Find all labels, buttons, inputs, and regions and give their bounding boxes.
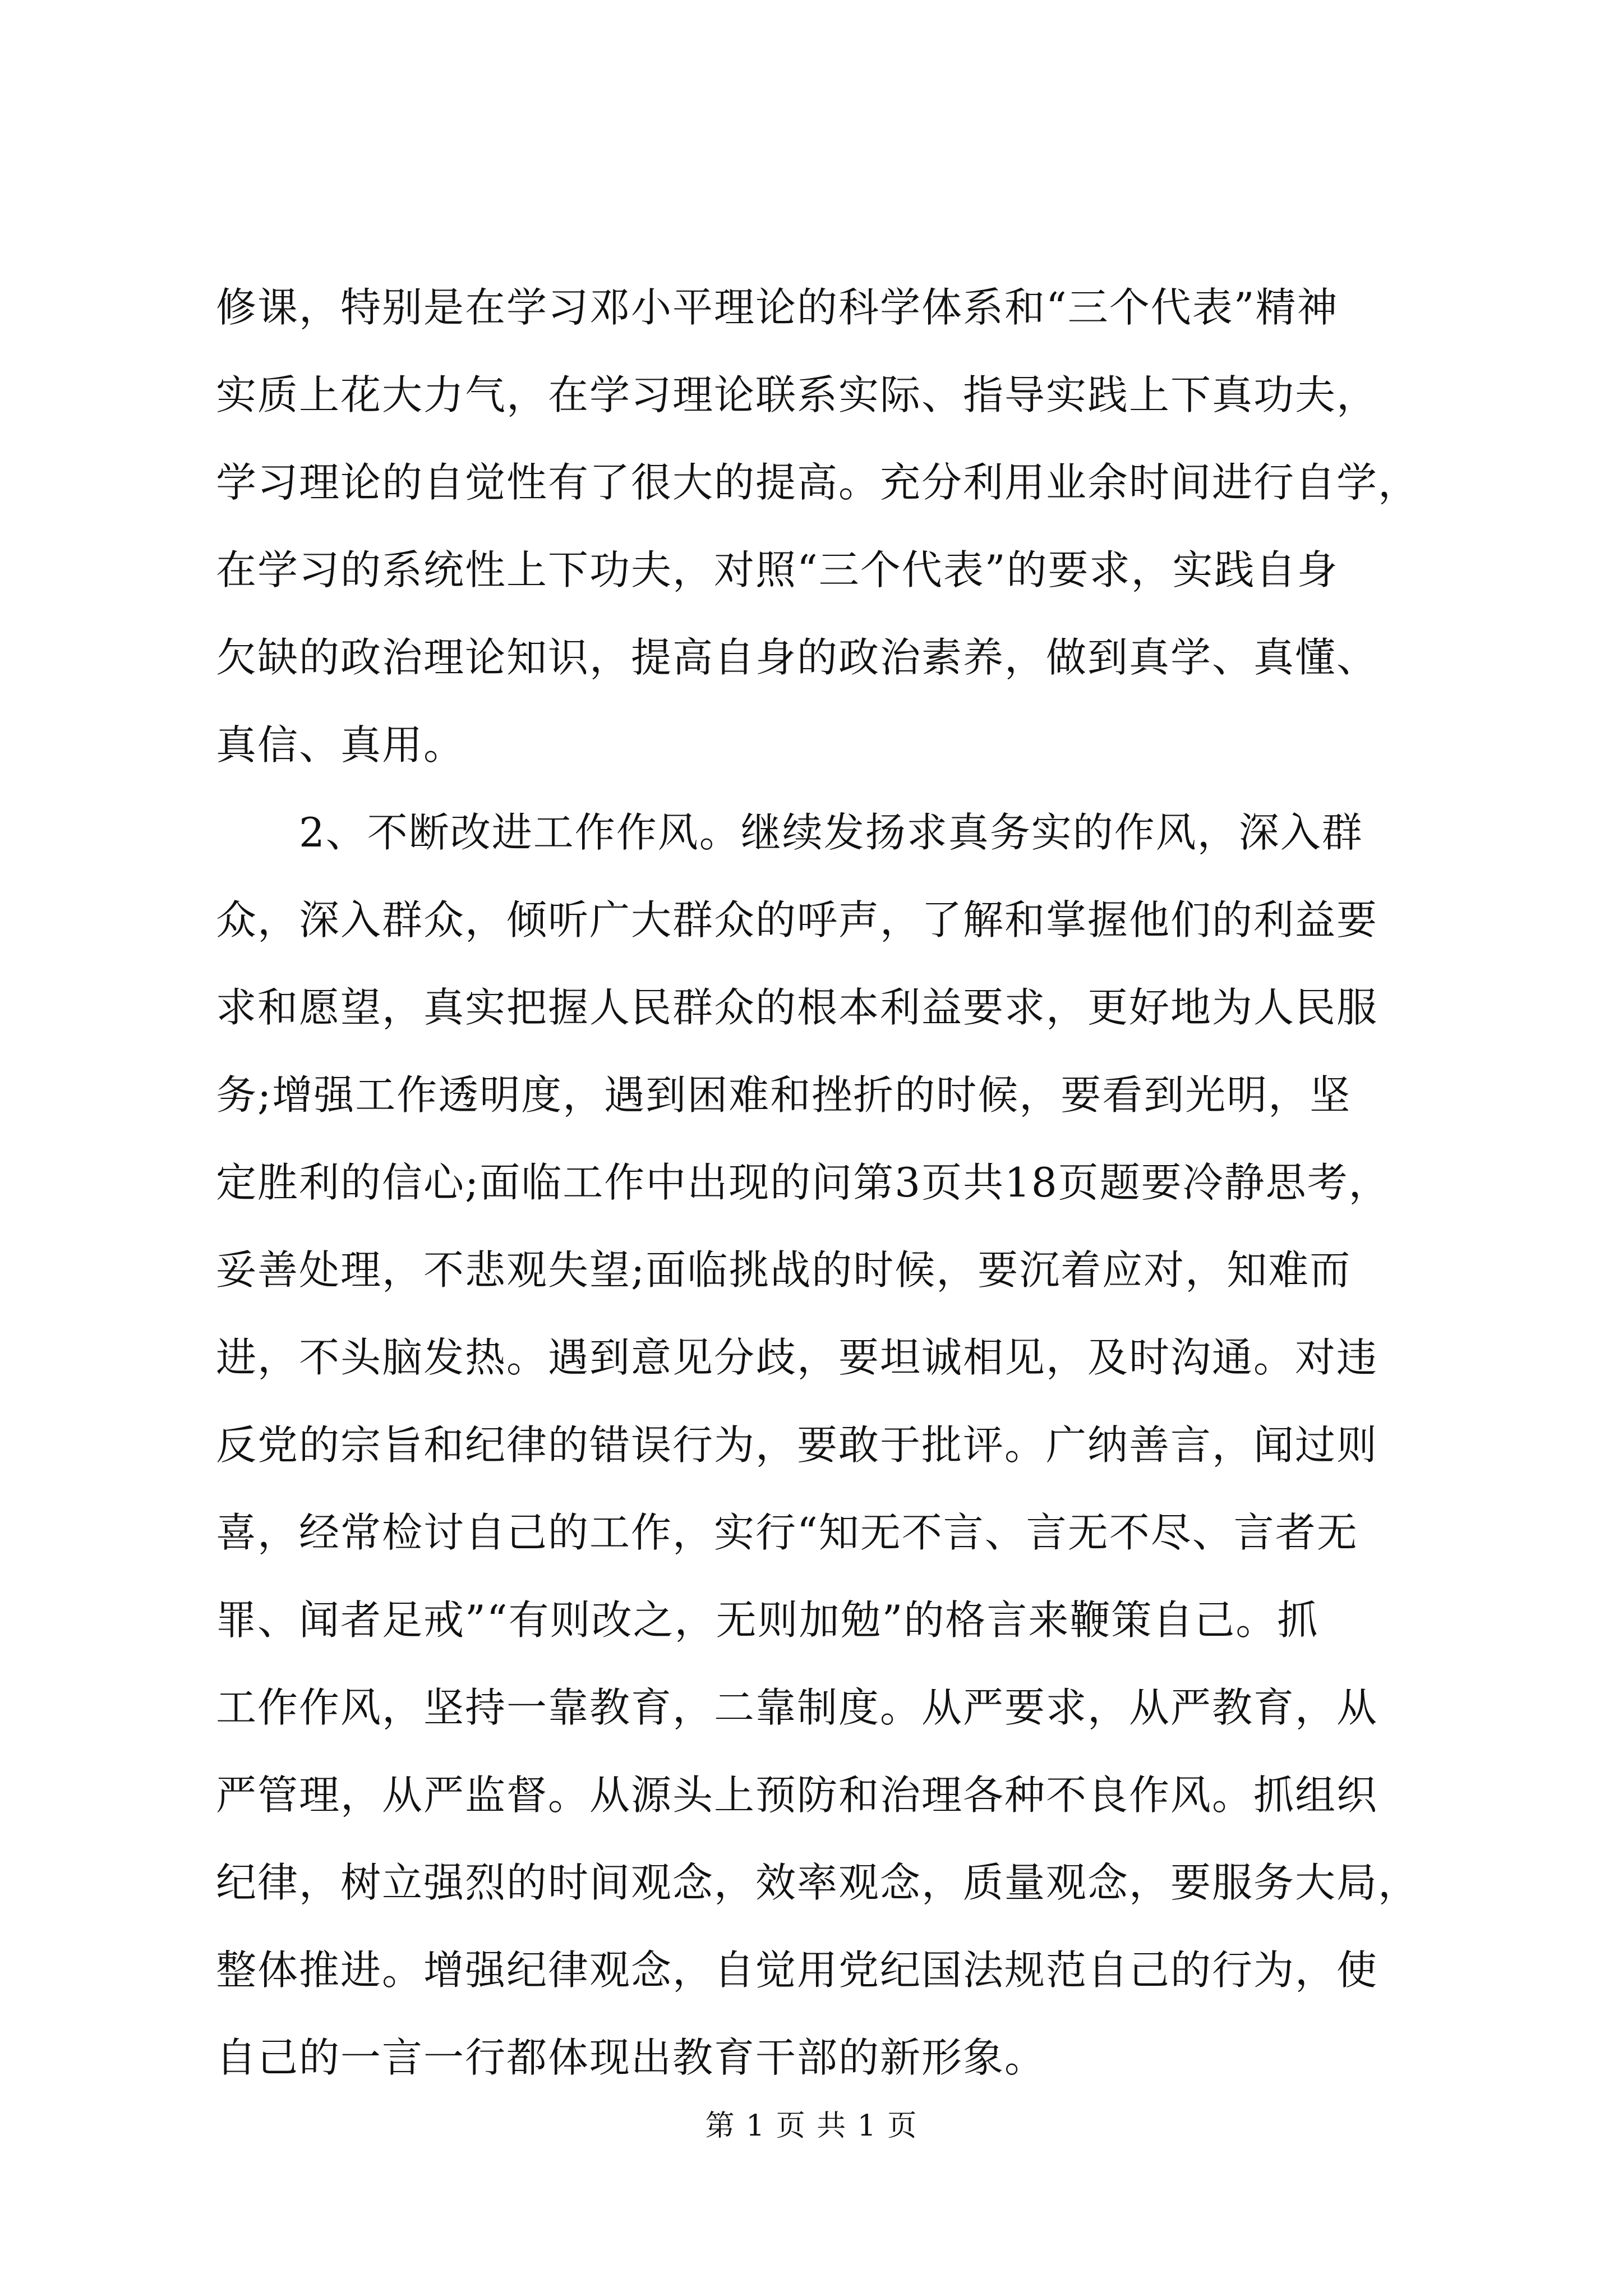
text-line: 欠缺的政治理论知识，提高自身的政治素养，做到真学、真懂、 bbox=[216, 634, 1378, 681]
text-line: 定胜利的信心;面临工作中出现的问第3页共18页题要冷静思考， bbox=[216, 1159, 1390, 1206]
text-line: 整体推进。增强纪律观念，自觉用党纪国法规范自己的行为，使 bbox=[216, 1947, 1378, 1994]
text-line: 反党的宗旨和纪律的错误行为，要敢于批评。广纳善言，闻过则 bbox=[216, 1421, 1378, 1469]
text-line: 在学习的系统性上下功夫，对照“三个代表”的要求，实践自身 bbox=[216, 546, 1339, 593]
text-line: 工作作风，坚持一靠教育，二靠制度。从严要求，从严教育，从 bbox=[216, 1684, 1378, 1731]
text-line: 罪、闻者足戒”“有则改之，无则加勉”的格言来鞭策自己。抓 bbox=[216, 1596, 1319, 1644]
body-text bbox=[216, 264, 1467, 2101]
paragraph-2-first-line: 2、不断改进工作作风。继续发扬求真务实的作风，深入群 bbox=[299, 809, 1363, 856]
text-line: 实质上花大力气，在学习理论联系实际、指导实践上下真功夫， bbox=[216, 371, 1378, 418]
text-line: 纪律，树立强烈的时间观念，效率观念，质量观念，要服务大局， bbox=[216, 1859, 1420, 1906]
text-line: 众，深入群众，倾听广大群众的呼声，了解和掌握他们的利益要 bbox=[216, 896, 1378, 944]
text-line: 修课，特别是在学习邓小平理论的科学体系和“三个代表”精神 bbox=[216, 284, 1339, 331]
text-line: 学习理论的自觉性有了很大的提高。充分利用业余时间进行自学， bbox=[216, 459, 1420, 506]
text-line: 严管理，从严监督。从源头上预防和治理各种不良作风。抓组织 bbox=[216, 1772, 1378, 1819]
text-line: 真信、真用。 bbox=[216, 721, 465, 769]
text-line: 务;增强工作透明度，遇到困难和挫折的时候，要看到光明，坚 bbox=[216, 1071, 1352, 1119]
text-line: 进，不头脑发热。遇到意见分歧，要坦诚相见，及时沟通。对违 bbox=[216, 1334, 1378, 1381]
text-line: 喜，经常检讨自己的工作，实行“知无不言、言无不尽、言者无 bbox=[216, 1509, 1358, 1556]
text-line: 自己的一言一行都体现出教育干部的新形象。 bbox=[216, 2034, 1046, 2081]
page-footer: 第 1 页 共 1 页 bbox=[705, 2109, 918, 2143]
text-line: 求和愿望，真实把握人民群众的根本利益要求，更好地为人民服 bbox=[216, 984, 1378, 1031]
text-line: 妥善处理，不悲观失望;面临挑战的时候，要沉着应对，知难而 bbox=[216, 1246, 1352, 1294]
